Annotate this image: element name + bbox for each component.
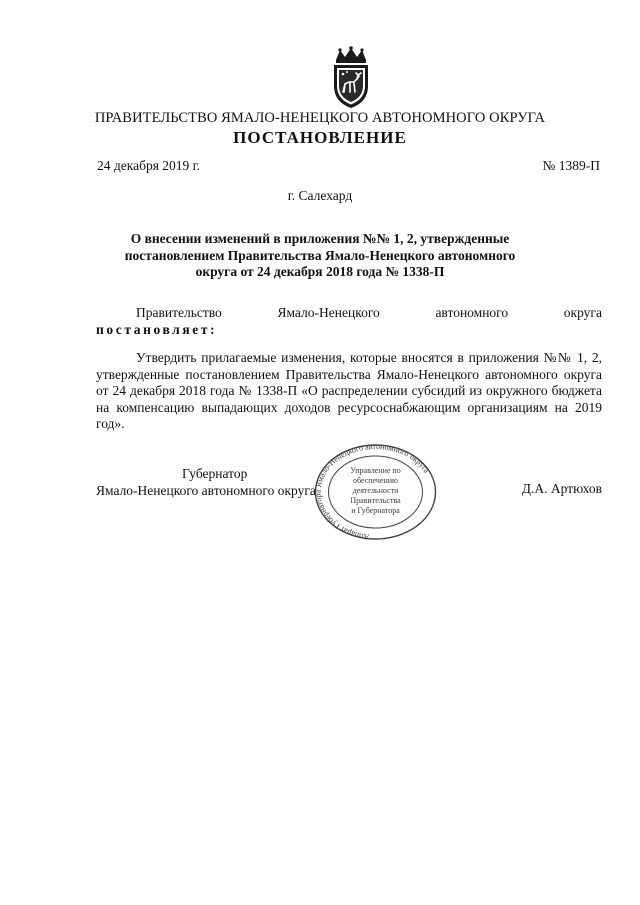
preamble-line (96, 305, 602, 322)
document-city: г. Салехард (287, 188, 353, 203)
preamble-word: Ямало-Ненецкого (277, 305, 380, 320)
document-type: ПОСТАНОВЛЕНИЕ (233, 128, 407, 147)
preamble-word: округа (563, 305, 602, 320)
signatory-name: Д.А. Артюхов (521, 481, 602, 496)
official-stamp-icon (313, 443, 438, 543)
resolution-text: Утвердить прилагаемые изменения, которые вносятся в приложения №№ 1, 2, утвержденные постановлением Правительства Ямало-Ненецкого автономного округа от 24 декабря 2018 года № 1338-П «О распределении субсидий из окружного бюджета на компенсацию выпадающих доходов ресурсоснабжающим организациям на 2019 год». (96, 350, 602, 431)
decree-word: постановляет: (96, 321, 218, 337)
position-line: Ямало-Ненецкого автономного округа (96, 483, 316, 498)
government-name: ПРАВИТЕЛЬСТВО ЯМАЛО-НЕНЕЦКОГО АВТОНОМНОГО ОКРУГА (94, 110, 546, 126)
signatory-position (96, 465, 316, 499)
stamp-line: Правительства (350, 496, 401, 505)
document-number: № 1389-П (542, 158, 600, 173)
preamble-word: Правительство (136, 305, 222, 320)
preamble-paragraph (96, 305, 602, 338)
document-title (110, 231, 530, 281)
title-line: постановлением Правительства Ямало-Ненецкого автономного (124, 247, 516, 263)
resolution-paragraph (96, 350, 602, 433)
preamble-word: автономного (435, 305, 509, 320)
stamp-line: обеспечению (352, 476, 399, 485)
stamp-line: деятельности (352, 486, 399, 495)
document-date: 24 декабря 2019 г. (97, 158, 201, 173)
stamp-line: и Губернатора (351, 506, 400, 515)
coat-of-arms-icon (328, 46, 374, 110)
position-line: Губернатор (182, 466, 248, 481)
title-line: округа от 24 декабря 2018 года № 1338-П (195, 264, 445, 279)
title-line: О внесении изменений в приложения №№ 1, 2, утвержденные (130, 231, 510, 246)
stamp-line: Управление по (350, 466, 401, 475)
stamp-ring-text: Аппарат Губернатора Ямало-Ненецкого автономного округа (313, 443, 431, 542)
